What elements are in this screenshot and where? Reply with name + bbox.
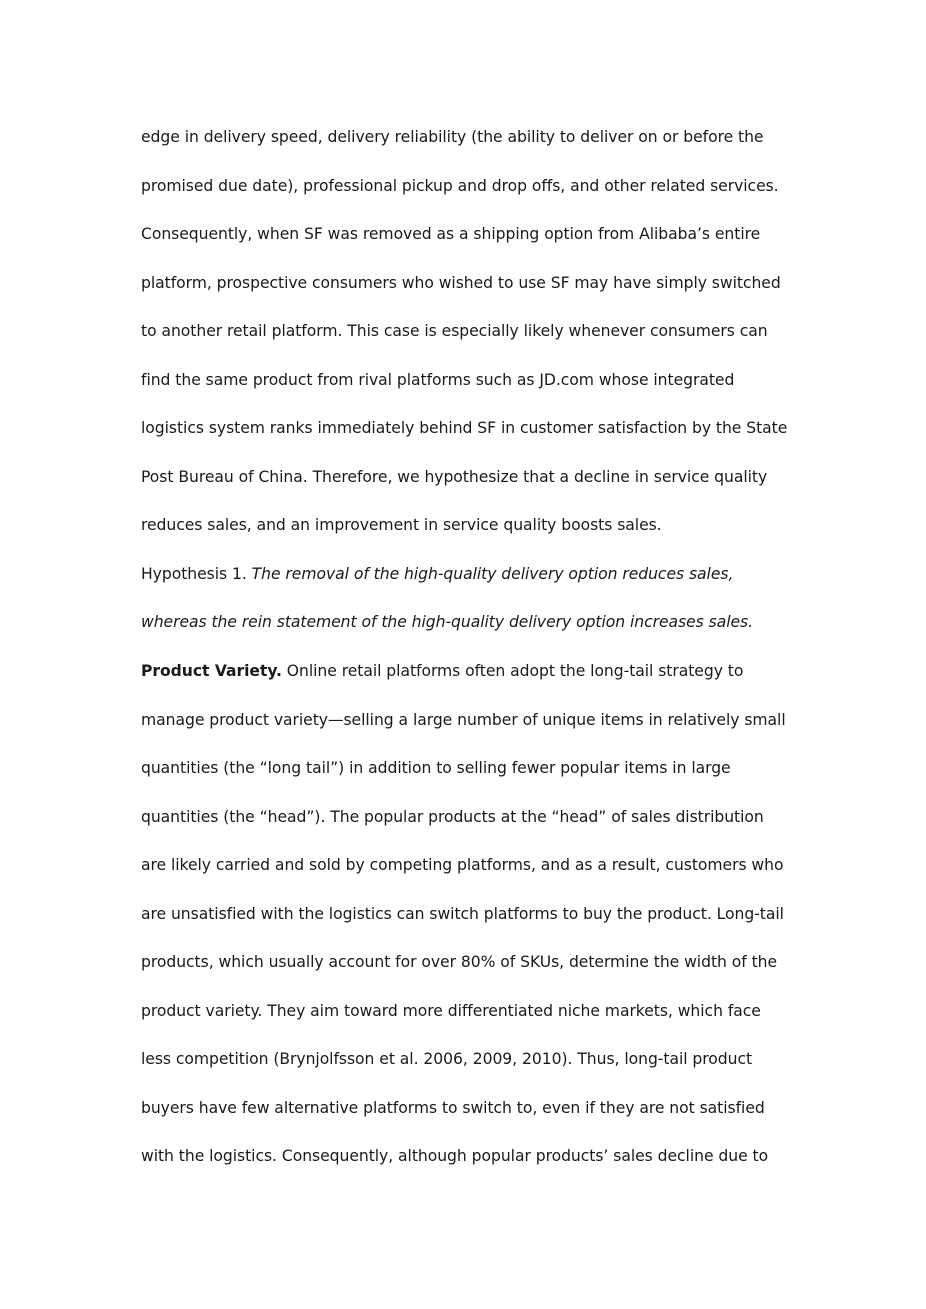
- text-line: Post Bureau of China. Therefore, we hypothesize that a decline in service quality: [141, 467, 768, 486]
- text-line: product variety. They aim toward more differentiated niche markets, which face: [141, 1001, 761, 1020]
- text-line: Consequently, when SF was removed as a shipping option from Alibaba’s entire: [141, 225, 761, 244]
- text-line: logistics system ranks immediately behind SF in customer satisfaction by the State: [141, 419, 788, 438]
- text-line: to another retail platform. This case is especially likely whenever consumers can: [141, 322, 768, 341]
- text-line: edge in delivery speed, delivery reliability (the ability to deliver on or before the: [141, 128, 764, 146]
- text-line: reduces sales, and an improvement in service quality boosts sales.: [141, 516, 662, 535]
- text-line: buyers have few alternative platforms to switch to, even if they are not satisfied: [141, 1098, 765, 1117]
- text-line: are likely carried and sold by competing platforms, and as a result, customers who: [141, 856, 784, 875]
- text-line: promised due date), professional pickup and drop offs, and other related services.: [141, 176, 779, 195]
- hypothesis-label: Hypothesis 1.: [141, 564, 252, 583]
- section-line: [141, 647, 801, 696]
- text-line: products, which usually account for over 80% of SKUs, determine the width of the: [141, 953, 778, 972]
- text-line: platform, prospective consumers who wished to use SF may have simply switched: [141, 273, 781, 292]
- section-heading: Product Variety.: [141, 662, 282, 681]
- hypothesis-text-continued: whereas the rein statement of the high-quality delivery option increases sales.: [141, 613, 754, 632]
- body-text: [141, 113, 801, 1181]
- text-line: are unsatisfied with the logistics can switch platforms to buy the product. Long-tail: [141, 904, 784, 923]
- text-line: less competition (Brynjolfsson et al. 2006, 2009, 2010). Thus, long-tail product: [141, 1050, 753, 1069]
- text-line: with the logistics. Consequently, although popular products’ sales decline due to: [141, 1147, 769, 1166]
- text-line: quantities (the “long tail”) in addition to selling fewer popular items in large: [141, 759, 731, 778]
- hypothesis-line: [141, 550, 801, 599]
- text-line: find the same product from rival platforms such as JD.com whose integrated: [141, 370, 735, 389]
- hypothesis-text: The removal of the high-quality delivery option reduces sales,: [251, 564, 734, 583]
- text-line: manage product variety—selling a large number of unique items in relatively small: [141, 710, 786, 729]
- text-line: quantities (the “head”). The popular products at the “head” of sales distribution: [141, 807, 764, 826]
- text-line: Online retail platforms often adopt the long-tail strategy to: [281, 662, 744, 681]
